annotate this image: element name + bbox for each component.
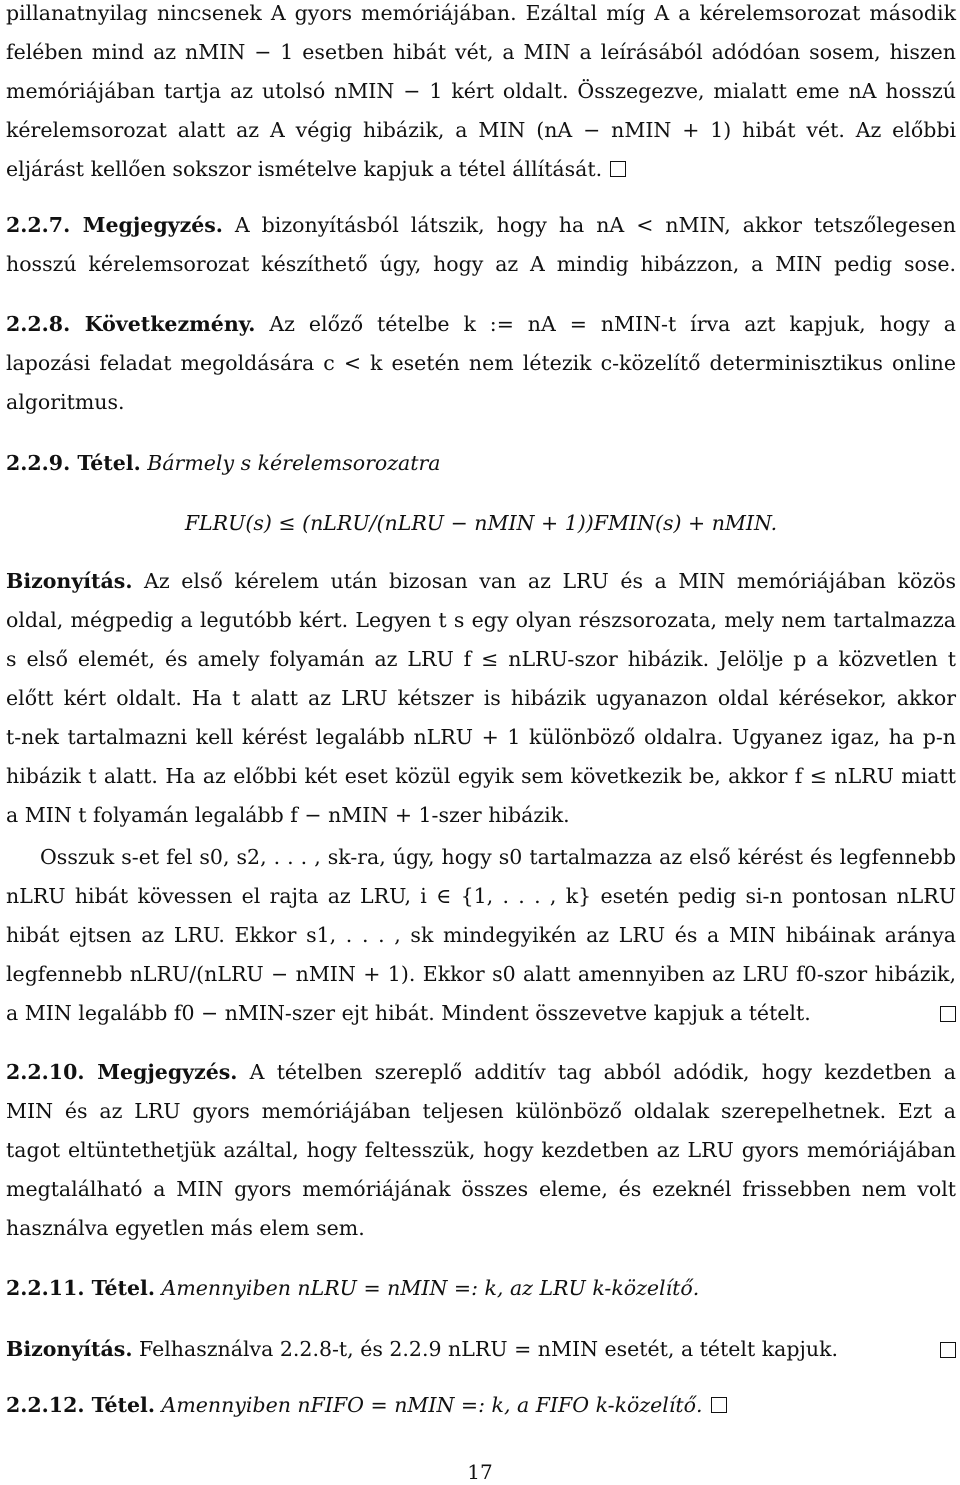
section-heading: 2.2.11. Tétel. [6,1276,155,1300]
proof-heading: Bizonyítás. [6,1337,133,1361]
text-line [6,156,956,182]
section-heading: 2.2.12. Tétel. [6,1393,155,1417]
page-number: 17 [467,1460,493,1484]
text-line: előtt kért oldalt. Ha t alatt az LRU kétszer is hibázik ugyanazon oldal kérésekor, akkor [6,686,956,710]
text-line [6,1000,956,1026]
qed-box-icon [940,1342,956,1358]
text-line: legfennebb nLRU/(nLRU − nMIN + 1). Ekkor s0 alatt amennyiben az LRU f0-szor hibázik, [6,962,956,986]
text-span: Az előző tételbe k := nA = nMIN-t írva azt kapjuk, hogy a [269,312,956,336]
text-line: memóriájában tartja az utolsó nMIN − 1 kért oldalt. Összegezve, mialatt eme nA hosszú [6,79,956,103]
text-line: pillanatnyilag nincsenek A gyors memóriájában. Ezáltal míg A a kérelemsorozat második [6,1,956,25]
text-span: A bizonyításból látszik, hogy ha nA < nMIN, akkor tetszőlegesen [234,213,956,237]
section-heading: 2.2.8. Következmény. [6,312,256,336]
remark-2-2-7 [6,212,956,238]
text-line: hibázik t alatt. Ha az előbbi két eset közül egyik sem következik be, akkor f ≤ nLRU miatt [6,764,956,788]
text-span: eljárást kellően sokszor ismételve kapjuk a tétel állítását. [6,157,603,181]
section-heading: 2.2.9. Tétel. [6,451,141,475]
text-line: lapozási feladat megoldására c < k esetén nem létezik c-közelítő determinisztikus online [6,351,956,375]
text-span: Felhasználva 2.2.8-t, és 2.2.9 nLRU = nMIN esetét, a tételt kapjuk. [139,1337,839,1361]
section-heading: 2.2.7. Megjegyzés. [6,213,223,237]
text-span: a MIN legalább f0 − nMIN-szer ejt hibát. Mindent összevetve kapjuk a tételt. [6,1001,811,1025]
proof-heading: Bizonyítás. [6,569,133,593]
text-line: t-nek tartalmazni kell kérést legalább nLRU + 1 különböző oldalra. Ugyanez igaz, ha p-n [6,725,956,749]
theorem-2-2-9 [6,450,956,476]
text-line: tagot eltüntethetjük azáltal, hogy feltesszük, hogy kezdetben az LRU gyors memóriájában [6,1138,956,1162]
text-line: algoritmus. [6,390,125,414]
theorem-2-2-11 [6,1275,956,1301]
proof-paragraph [6,568,956,594]
display-formula: FLRU(s) ≤ (nLRU/(nLRU − nMIN + 1))FMIN(s) + nMIN. [184,511,778,535]
text-line: felében mind az nMIN − 1 esetben hibát vét, a MIN a leírásából adódóan sosem, hiszen [6,40,956,64]
text-line: megtalálható a MIN gyors memóriájának összes eleme, és ezeknél frissebben nem volt [6,1177,956,1201]
theorem-2-2-12 [6,1392,956,1418]
text-line: hibát ejtsen az LRU. Ekkor s1, . . . , sk mindegyikén az LRU és a MIN hibáinak aránya [6,923,956,947]
qed-box-icon [711,1397,727,1413]
text-line: Osszuk s-et fel s0, s2, . . . , sk-ra, úgy, hogy s0 tartalmazza az első kérést és legfennebb [40,845,956,869]
remark-2-2-10 [6,1059,956,1085]
theorem-text: Bármely s kérelemsorozatra [147,451,441,475]
qed-box-icon [940,1006,956,1022]
section-heading: 2.2.10. Megjegyzés. [6,1060,238,1084]
text-line: oldal, mégpedig a legutóbb kért. Legyen t s egy olyan részsorozata, mely nem tartalmazza [6,608,956,632]
corollary-2-2-8 [6,311,956,337]
text-line: nLRU hibát kövessen el rajta az LRU, i ∈ {1, . . . , k} esetén pedig si-n pontosan nLRU [6,884,956,908]
theorem-text: Amennyiben nFIFO = nMIN =: k, a FIFO k-közelítő. [161,1393,703,1417]
proof-paragraph [6,1336,956,1362]
text-line: MIN és az LRU gyors memóriájában teljesen különböző oldalak szerepelhetnek. Ezt a [6,1099,956,1123]
text-span: A tételben szereplő additív tag abból adódik, hogy kezdetben a [249,1060,956,1084]
text-span: Az első kérelem után bizosan van az LRU és a MIN memóriájában közös [144,569,956,593]
qed-box-icon [610,161,626,177]
text-line: hosszú kérelemsorozat készíthető úgy, hogy az A mindig hibázzon, a MIN pedig sose. [6,252,956,276]
text-line: használva egyetlen más elem sem. [6,1216,365,1240]
theorem-text: Amennyiben nLRU = nMIN =: k, az LRU k-közelítő. [161,1276,700,1300]
text-line: s első elemét, és amely folyamán az LRU f ≤ nLRU-szor hibázik. Jelölje p a közvetlen t [6,647,956,671]
text-line: a MIN t folyamán legalább f − nMIN + 1-szer hibázik. [6,803,570,827]
text-line: kérelemsorozat alatt az A végig hibázik, a MIN (nA − nMIN + 1) hibát vét. Az előbbi [6,118,956,142]
